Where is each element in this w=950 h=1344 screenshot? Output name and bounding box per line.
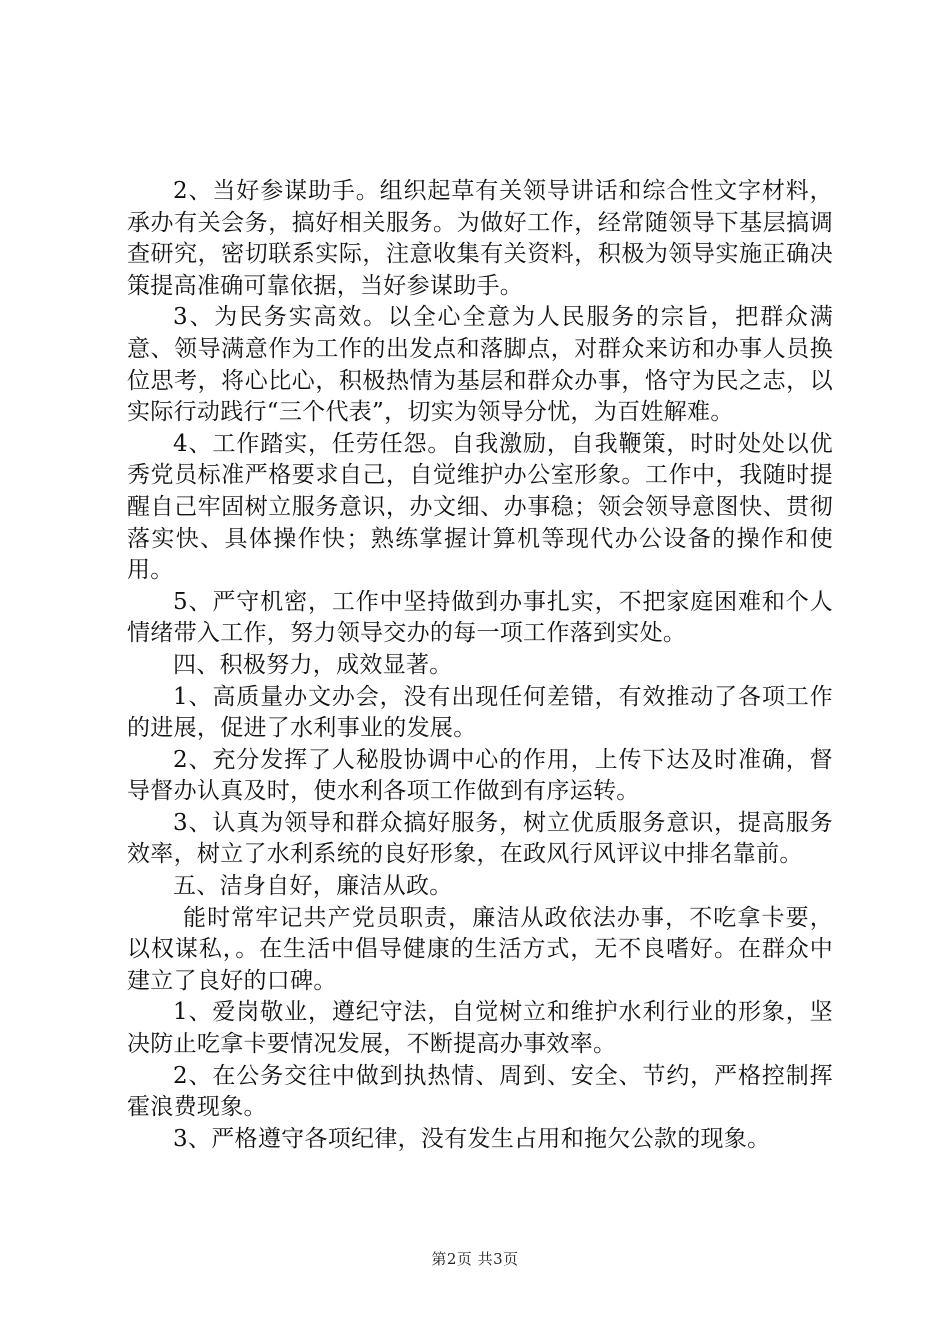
section-heading: 五、洁身自好，廉洁从政。 <box>173 873 453 900</box>
paragraph: 2、当好参谋助手。组织起草有关领导讲话和综合性文字材料，承办有关会务，搞好相关服务。为做好工作，经常随领导下基层搞调查研究，密切联系实际，注意收集有关资料，积极为领导实施正确决策提高准确可靠依据，当好参谋助手。 <box>127 178 833 299</box>
paragraph: 2、充分发挥了人秘股协调中心的作用，上传下达及时准确，督导督办认真及时，使水利各项工作做到有序运转。 <box>127 746 833 805</box>
page-footer: 第2页 共3页 <box>431 1250 519 1268</box>
paragraph: 1、高质量办文办会，没有出现任何差错，有效推动了各项工作的进展，促进了水利事业的发展。 <box>127 683 833 742</box>
section-heading: 四、积极努力，成效显著。 <box>173 651 453 678</box>
paragraph: 能时常牢记共产党员职责，廉洁从政依法办事，不吃拿卡要，以权谋私，。在生活中倡导健康的生活方式，无不良嗜好。在群众中建立了良好的口碑。 <box>127 904 833 994</box>
paragraph: 3、严格遵守各项纪律，没有发生占用和拖欠公款的现象。 <box>173 1125 771 1152</box>
paragraph: 3、为民务实高效。以全心全意为人民服务的宗旨，把群众满意、领导满意作为工作的出发点和落脚点，对群众来访和办事人员换位思考，将心比心，积极热情为基层和群众办事，恪守为民之志，以实际行动践行“三个代表”，切实为领导分忧，为百姓解难。 <box>127 304 833 426</box>
paragraph: 3、认真为领导和群众搞好服务，树立优质服务意识，提高服务效率，树立了水利系统的良好形象，在政风行风评议中排名靠前。 <box>127 809 833 868</box>
paragraph: 2、在公务交往中做到执热情、周到、安全、节约，严格控制挥霍浪费现象。 <box>127 1062 833 1121</box>
document-body <box>127 176 833 1155</box>
paragraph: 4、工作踏实，任劳任怨。自我激励，自我鞭策，时时处处以优秀党员标准严格要求自己，自觉维护办公室形象。工作中，我随时提醒自己牢固树立服务意识，办文细、办事稳；领会领导意图快、贯彻落实快、具体操作快；熟练掌握计算机等现代办公设备的操作和使用。 <box>127 430 833 584</box>
paragraph: 5、严守机密，工作中坚持做到办事扎实，不把家庭困难和个人情绪带入工作，努力领导交办的每一项工作落到实处。 <box>127 588 833 647</box>
paragraph: 1、爱岗敬业，遵纪守法，自觉树立和维护水利行业的形象，坚决防止吃拿卡要情况发展，不断提高办事效率。 <box>127 999 833 1058</box>
